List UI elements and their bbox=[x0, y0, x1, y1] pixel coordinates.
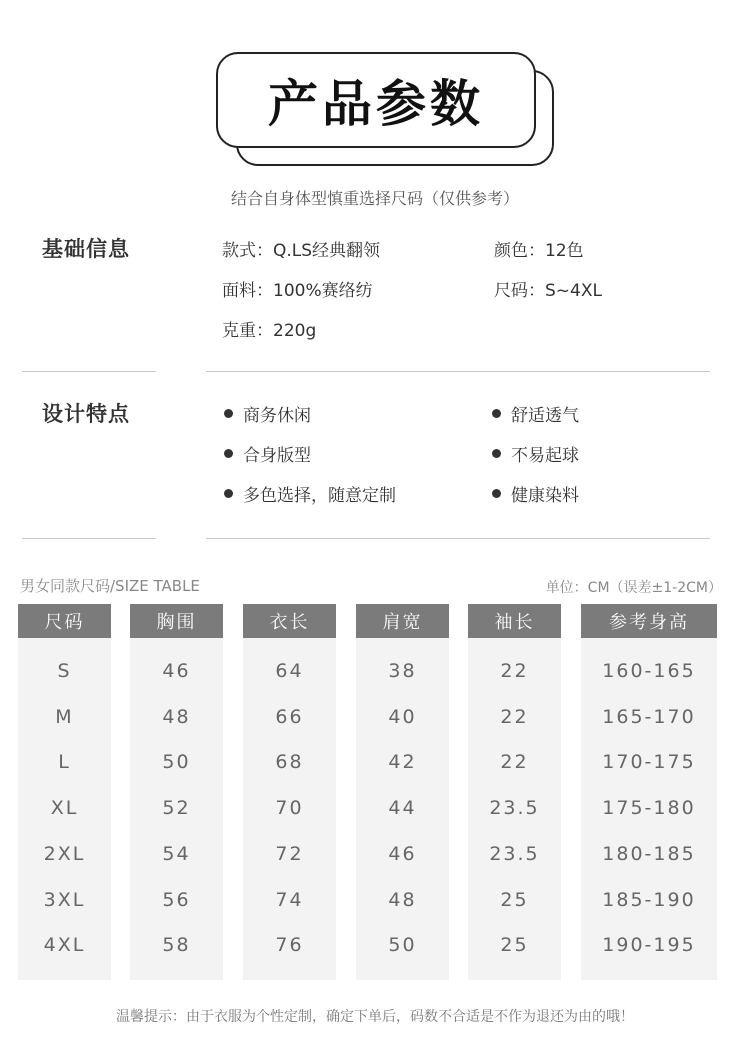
table-cell: 68 bbox=[275, 751, 304, 774]
table-cell: 22 bbox=[500, 660, 529, 682]
table-cell: 22 bbox=[500, 705, 529, 728]
table-cell: 3XL bbox=[43, 888, 86, 911]
table-cell: 48 bbox=[162, 705, 191, 728]
size-column bbox=[130, 604, 223, 980]
table-cell: 40 bbox=[388, 705, 417, 728]
size-table-caption: 男女同款尺码/SIZE TABLE bbox=[20, 577, 200, 595]
table-cell: 54 bbox=[162, 842, 191, 865]
divider-right-1 bbox=[206, 371, 710, 372]
table-cell: 52 bbox=[162, 797, 191, 820]
table-cell: S bbox=[57, 660, 72, 682]
page-title: 产品参数 bbox=[268, 75, 484, 133]
table-cell: 50 bbox=[388, 934, 417, 957]
info-weight: 克重：220g bbox=[222, 321, 317, 341]
table-cell: XL bbox=[50, 797, 79, 820]
feature-item: 健康染料 bbox=[492, 481, 579, 506]
info-size: 尺码：S~4XL bbox=[494, 281, 602, 301]
table-cell: 23.5 bbox=[489, 842, 540, 865]
info-color: 颜色：12色 bbox=[494, 241, 584, 261]
table-cell: 185-190 bbox=[602, 888, 696, 911]
column-header: 尺码 bbox=[18, 604, 111, 638]
table-cell: 46 bbox=[162, 660, 191, 682]
bullet-icon bbox=[492, 409, 501, 418]
feature-item: 多色选择，随意定制 bbox=[224, 481, 396, 506]
table-cell: 2XL bbox=[43, 842, 86, 865]
feature-item: 舒适透气 bbox=[492, 401, 579, 426]
table-cell: 180-185 bbox=[602, 842, 696, 865]
divider-left-2 bbox=[22, 538, 156, 539]
basic-info-label: 基础信息 bbox=[42, 237, 130, 261]
table-cell: 50 bbox=[162, 751, 191, 774]
table-cell: 48 bbox=[388, 888, 417, 911]
table-cell: M bbox=[55, 705, 74, 728]
bullet-icon bbox=[492, 449, 501, 458]
table-cell: 56 bbox=[162, 888, 191, 911]
table-cell: 66 bbox=[275, 705, 304, 728]
info-fabric: 面料：100%赛络纺 bbox=[222, 281, 373, 301]
table-cell: 74 bbox=[275, 888, 304, 911]
table-cell: 175-180 bbox=[602, 797, 696, 820]
features-label: 设计特点 bbox=[42, 402, 130, 426]
info-style: 款式：Q.LS经典翻领 bbox=[222, 241, 381, 261]
table-cell: 170-175 bbox=[602, 751, 696, 774]
feature-item: 合身版型 bbox=[224, 441, 311, 466]
size-column bbox=[581, 604, 717, 980]
divider-left-1 bbox=[22, 371, 156, 372]
size-column bbox=[18, 604, 111, 980]
table-cell: 190-195 bbox=[602, 934, 696, 957]
table-cell: 25 bbox=[500, 888, 529, 911]
table-cell: 46 bbox=[388, 842, 417, 865]
table-cell: 25 bbox=[500, 934, 529, 957]
unit-note: 单位：CM（误差±1-2CM） bbox=[545, 580, 722, 596]
table-cell: 42 bbox=[388, 751, 417, 774]
size-column bbox=[468, 604, 561, 980]
column-header: 参考身高 bbox=[581, 604, 717, 638]
column-header: 衣长 bbox=[243, 604, 336, 638]
column-header: 袖长 bbox=[468, 604, 561, 638]
table-cell: 23.5 bbox=[489, 797, 540, 820]
footer-note: 温馨提示：由于衣服为个性定制，确定下单后，码数不合适是不作为退还为由的哦！ bbox=[116, 1009, 634, 1025]
subtitle: 结合自身体型慎重选择尺码（仅供参考） bbox=[230, 189, 519, 208]
size-column bbox=[356, 604, 449, 980]
feature-item: 不易起球 bbox=[492, 441, 579, 466]
column-header: 肩宽 bbox=[356, 604, 449, 638]
bullet-icon bbox=[492, 489, 501, 498]
table-cell: L bbox=[58, 751, 71, 774]
table-cell: 4XL bbox=[43, 934, 86, 957]
table-cell: 76 bbox=[275, 934, 304, 957]
column-header: 胸围 bbox=[130, 604, 223, 638]
table-cell: 38 bbox=[388, 660, 417, 682]
table-cell: 44 bbox=[388, 797, 417, 820]
table-cell: 64 bbox=[275, 660, 304, 682]
table-cell: 165-170 bbox=[602, 705, 696, 728]
title-badge bbox=[216, 52, 536, 148]
table-cell: 58 bbox=[162, 934, 191, 957]
bullet-icon bbox=[224, 449, 233, 458]
size-column bbox=[243, 604, 336, 980]
table-cell: 70 bbox=[275, 797, 304, 820]
table-cell: 72 bbox=[275, 842, 304, 865]
bullet-icon bbox=[224, 489, 233, 498]
table-cell: 160-165 bbox=[602, 660, 696, 682]
bullet-icon bbox=[224, 409, 233, 418]
divider-right-2 bbox=[206, 538, 710, 539]
table-cell: 22 bbox=[500, 751, 529, 774]
feature-item: 商务休闲 bbox=[224, 401, 311, 426]
